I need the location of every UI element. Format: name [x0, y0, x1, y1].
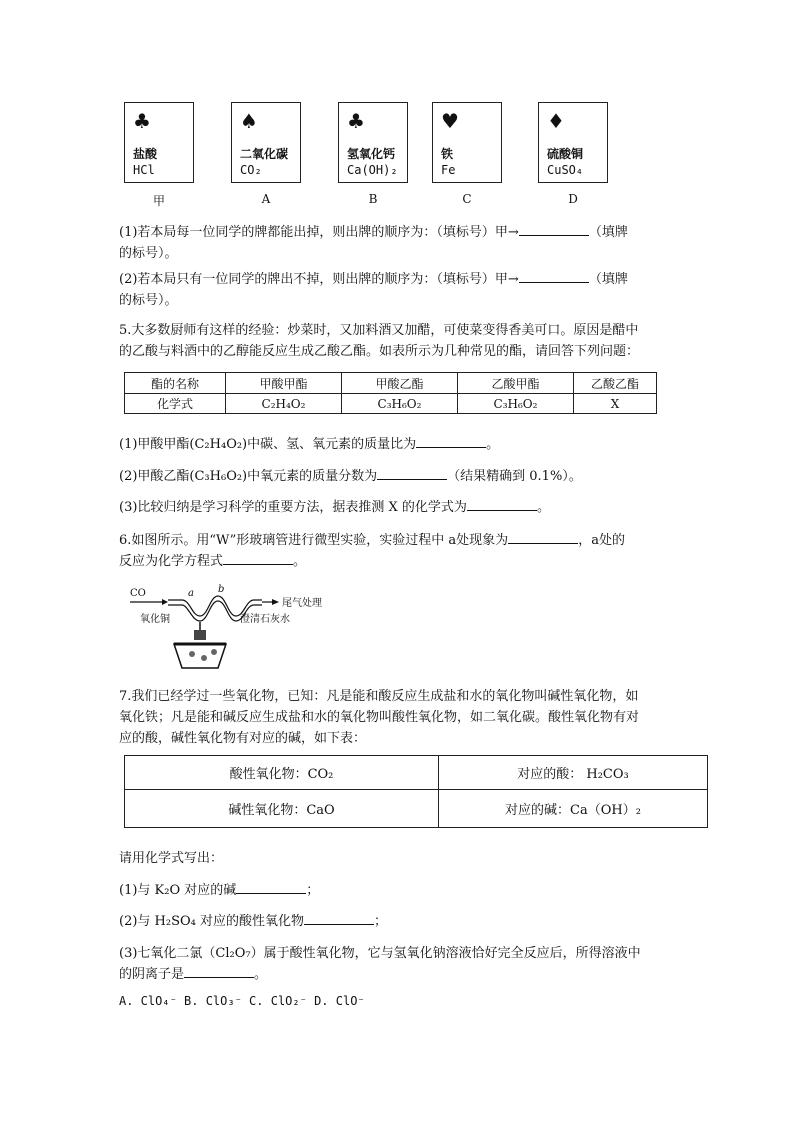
- question-text: （结果精确到 0.1%）。: [447, 469, 582, 484]
- answer-blank[interactable]: [519, 222, 589, 236]
- card-d: [538, 102, 608, 183]
- card-formula: CuSO₄: [547, 163, 584, 177]
- table-header-cell: 甲酸甲酯: [226, 373, 342, 394]
- q7-options: [119, 991, 679, 1012]
- question-text: 7.我们已经学过一些氧化物，已知：凡是能和酸反应生成盐和水的氧化物叫碱性氧化物，如: [119, 689, 639, 704]
- card-label: B: [368, 192, 378, 206]
- table-header-cell: 乙酸乙酯: [574, 373, 657, 394]
- answer-blank[interactable]: [508, 530, 578, 544]
- w-tube-apparatus-figure: [122, 582, 372, 672]
- question-text: (3)比较归纳是学习科学的重要方法，据表推测 X 的化学式为: [119, 500, 467, 515]
- card-question-1: [119, 222, 679, 264]
- table-cell: C₂H₄O₂: [226, 394, 342, 414]
- question-text: 的乙酸与料酒中的乙醇能反应生成乙酸乙酯。如表所示为几种常见的酯，请回答下列问题：: [119, 344, 640, 359]
- card-formula: CO₂: [240, 163, 262, 177]
- card-name: 氢氧化钙: [347, 147, 396, 161]
- question-text: 的阴离子是: [119, 967, 185, 982]
- answer-blank[interactable]: [236, 880, 306, 894]
- burner-fuel: [201, 655, 207, 661]
- oxide-table: [124, 755, 708, 828]
- card-jia: [124, 102, 194, 183]
- table-cell: C₃H₆O₂: [342, 394, 458, 414]
- card-label: 甲: [152, 194, 165, 208]
- answer-blank[interactable]: [223, 551, 293, 565]
- club-icon: ♣: [347, 109, 365, 133]
- card-formula: Fe: [441, 163, 456, 177]
- q7-sub3: [119, 943, 679, 985]
- answer-blank[interactable]: [377, 466, 447, 480]
- question-text: 氧化铁；凡是能和碱反应生成盐和水的氧化物叫酸性氧化物，如二氧化碳。酸性氧化物有对: [119, 710, 640, 725]
- card-name: 铁: [441, 147, 454, 161]
- q7-intro: [119, 686, 679, 749]
- question-text: 的标号）。: [119, 246, 178, 261]
- card-a: [231, 102, 301, 183]
- ester-table: [124, 372, 657, 414]
- answer-blank[interactable]: [184, 964, 254, 978]
- card-name: 二氧化碳: [240, 147, 289, 161]
- q5-intro: [119, 320, 679, 362]
- card-label: A: [261, 192, 271, 206]
- q5-sub3: [119, 497, 679, 518]
- question-text: 。: [254, 967, 268, 982]
- question-text: 应的酸，碱性氧化物有对应的碱，如下表：: [119, 731, 367, 746]
- club-icon: ♣: [133, 109, 151, 133]
- table-cell: 碱性氧化物：CaO: [125, 790, 439, 828]
- question-text: (2)与 H₂SO₄ 对应的酸性氧化物: [119, 914, 305, 929]
- table-cell: 酸性氧化物：CO₂: [125, 756, 439, 790]
- fig-co-label: CO: [130, 588, 146, 599]
- diamond-icon: ♦: [547, 109, 565, 133]
- table-header-cell: 乙酸甲酯: [458, 373, 574, 394]
- q6-text: [119, 530, 679, 572]
- answer-blank[interactable]: [304, 911, 374, 925]
- question-text: (2)甲酸乙酯(C₃H₆O₂)中氧元素的质量分数为: [119, 469, 378, 484]
- answer-options: A. ClO₄⁻ B. ClO₃⁻ C. ClO₂⁻ D. ClO⁻: [119, 994, 365, 1008]
- answer-blank[interactable]: [519, 269, 589, 283]
- question-text: (1)甲酸甲酯(C₂H₄O₂)中碳、氢、氧元素的质量比为: [119, 437, 417, 452]
- answer-blank[interactable]: [416, 434, 486, 448]
- question-text: 。: [486, 437, 500, 452]
- burner-fuel: [211, 649, 217, 655]
- q5-sub2: [119, 466, 679, 487]
- question-text: ；: [374, 914, 388, 929]
- card-label: C: [462, 192, 472, 206]
- arrow-head-icon: [162, 599, 168, 605]
- alcohol-burner: [174, 644, 226, 668]
- card-name: 硫酸铜: [547, 147, 584, 161]
- question-text: （填牌: [588, 272, 628, 287]
- heart-icon: ♥: [441, 109, 459, 133]
- question-text: 请用化学式写出：: [119, 851, 224, 866]
- question-text: 5.大多数厨师有这样的经验：炒菜时，又加料酒又加醋，可使菜变得香美可口。原因是醋中: [119, 323, 639, 338]
- answer-blank[interactable]: [467, 497, 537, 511]
- q5-sub1: [119, 434, 679, 455]
- card-formula: Ca(OH)₂: [347, 163, 398, 177]
- burner-fuel: [189, 651, 195, 657]
- fig-tail-label: 尾气处理: [282, 598, 322, 609]
- table-cell: X: [574, 394, 657, 414]
- card-c: [432, 102, 502, 183]
- question-text: (3)七氧化二氯（Cl₂O₇）属于酸性氧化物，它与氢氧化钠溶液恰好完全反应后，所得溶液中: [119, 946, 641, 961]
- card-label: D: [568, 192, 578, 206]
- fig-b-label: b: [218, 584, 225, 595]
- question-text: (1)若本局每一位同学的牌都能出掉，则出牌的顺序为：（填标号）甲→: [119, 225, 519, 240]
- fig-cuo-label: 氧化铜: [140, 614, 170, 625]
- q7-sub2: [119, 911, 679, 932]
- fig-lime-label: 澄清石灰水: [240, 614, 290, 625]
- fig-a-label: a: [188, 588, 194, 599]
- arrow-head-icon: [272, 599, 279, 605]
- question-text: （填牌: [588, 225, 628, 240]
- question-text: (1)与 K₂O 对应的碱: [119, 883, 237, 898]
- question-text: 反应为化学方程式: [119, 554, 224, 569]
- table-cell: C₃H₆O₂: [458, 394, 574, 414]
- question-text: ，a处的: [578, 533, 625, 548]
- q7-ask: [119, 848, 679, 869]
- question-text: ；: [306, 883, 320, 898]
- card-formula: HCl: [133, 163, 155, 177]
- card-question-2: [119, 269, 679, 311]
- w-tube: [168, 596, 262, 616]
- table-cell: 化学式: [125, 394, 226, 414]
- question-text: (2)若本局只有一位同学的牌出不掉，则出牌的顺序为：（填标号）甲→: [119, 272, 519, 287]
- card-b: [338, 102, 408, 183]
- table-header-cell: 甲酸乙酯: [342, 373, 458, 394]
- spade-icon: ♠: [240, 109, 258, 133]
- table-cell: 对应的碱：Ca（OH）₂: [439, 790, 708, 828]
- card-name: 盐酸: [133, 147, 158, 161]
- q7-sub1: [119, 880, 679, 901]
- table-cell: 对应的酸： H₂CO₃: [439, 756, 708, 790]
- question-text: 的标号）。: [119, 293, 178, 308]
- question-text: 。: [293, 554, 307, 569]
- table-header-cell: 酯的名称: [125, 373, 226, 394]
- question-text: 6.如图所示。用“W”形玻璃管进行微型实验，实验过程中 a处现象为: [119, 533, 509, 548]
- question-text: 。: [536, 500, 550, 515]
- burner-wick: [194, 630, 206, 640]
